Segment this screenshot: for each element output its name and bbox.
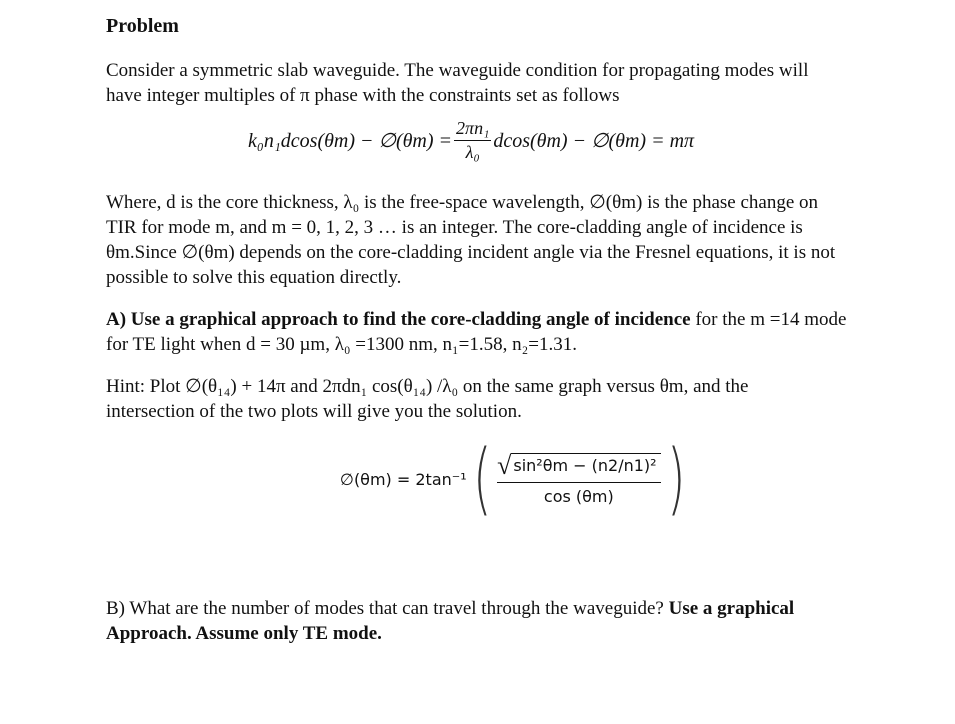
problem-title: Problem <box>106 15 179 37</box>
sqrt-expression <box>497 450 661 483</box>
part-a-bold: A) Use a graphical approach to find the core-cladding angle of incidence <box>106 309 691 330</box>
part-a-rest: for the m =14 mode <box>690 309 847 330</box>
radicand: sin²θm − (n2/n1)² <box>511 453 660 475</box>
where-line-1: Where, d is the core thickness, λ₀ is the free-space wavelength, ∅(θm) is the phase change on <box>106 192 819 213</box>
fraction-denominator: λ₀ <box>465 142 480 162</box>
equation-lhs: k₀n₁dcos(θm) − ∅(θm) = <box>248 130 453 152</box>
where-line-3: θm.Since ∅(θm) depends on the core-cladding incident angle via the Fresnel equations, it is not <box>106 242 836 263</box>
equation-fraction <box>454 118 491 163</box>
part-b-bold-2: Approach. Assume only TE mode. <box>106 623 382 644</box>
intro-line-2: have integer multiples of π phase with the constraints set as follows <box>106 85 620 106</box>
where-line-4: possible to solve this equation directly. <box>106 267 402 288</box>
where-paragraph <box>106 190 926 290</box>
radical-symbol: √ <box>497 450 512 480</box>
right-paren: ) <box>666 434 685 524</box>
intro-paragraph <box>106 58 926 108</box>
phase-equation-lhs: ∅(θm) = 2tan⁻¹ <box>340 469 467 489</box>
equation-rhs: dcos(θm) − ∅(θm) = mπ <box>493 130 695 152</box>
intro-line-1: Consider a symmetric slab waveguide. The waveguide condition for propagating modes will <box>106 60 809 81</box>
fraction-numerator: 2πn₁ <box>454 118 491 141</box>
phase-equation <box>340 434 691 524</box>
left-paren: ( <box>472 434 491 524</box>
waveguide-equation <box>248 118 694 163</box>
part-b-bold-1: Use a graphical <box>668 598 795 619</box>
part-b-paragraph <box>106 596 926 646</box>
hint-paragraph <box>106 374 926 424</box>
hint-line-1: Hint: Plot ∅(θ₁₄) + 14π and 2πdn₁ cos(θ₁₄) /λ₀ on the same graph versus θm, and the <box>106 376 749 397</box>
part-a-line-2: for TE light when d = 30 µm, λ₀ =1300 nm, n₁=1.58, n₂=1.31. <box>106 334 577 355</box>
where-line-2: TIR for mode m, and m = 0, 1, 2, 3 … is an integer. The core-cladding angle of incidence is <box>106 217 803 238</box>
part-a-paragraph <box>106 307 926 357</box>
hint-line-2: intersection of the two plots will give you the solution. <box>106 401 522 422</box>
part-b-text: B) What are the number of modes that can travel through the waveguide? <box>106 598 669 619</box>
phase-fraction <box>497 450 661 506</box>
phase-fraction-denominator: cos (θm) <box>543 486 614 506</box>
